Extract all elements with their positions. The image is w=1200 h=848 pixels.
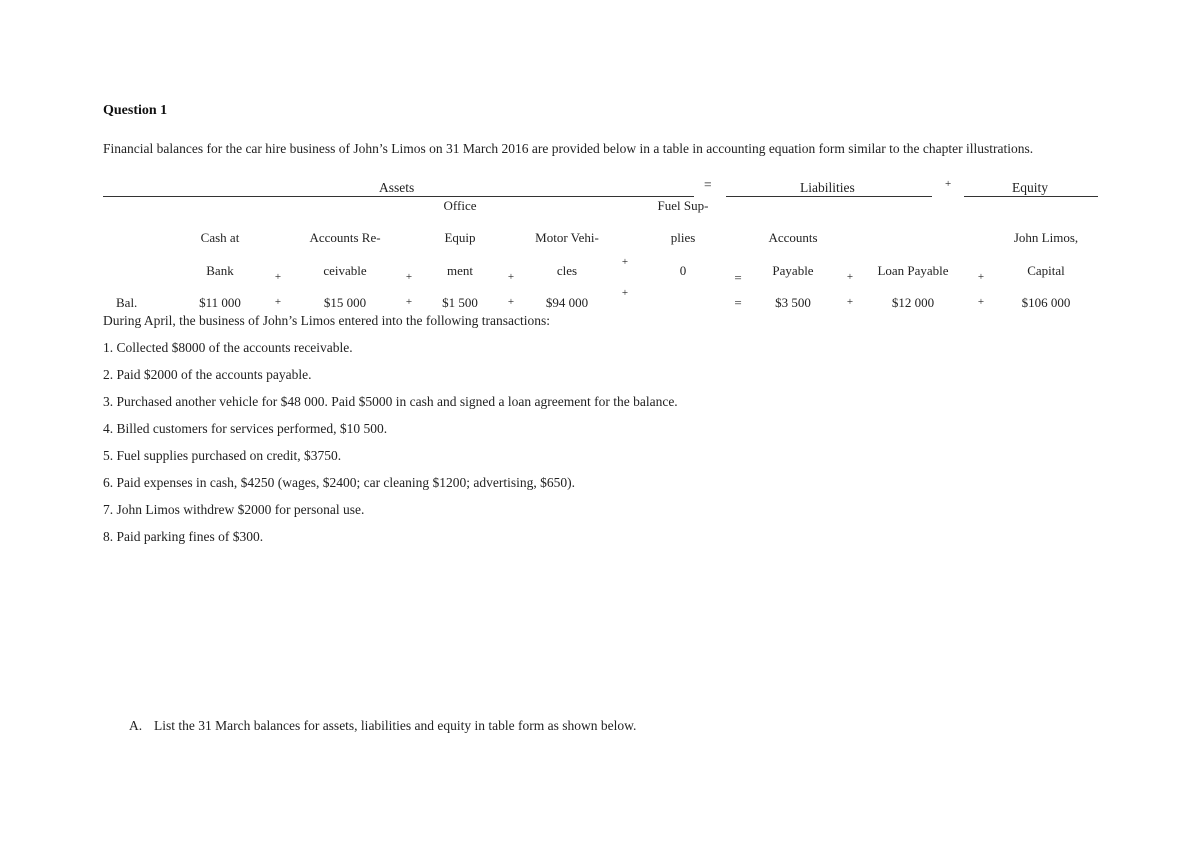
transaction-item: 8. Paid parking fines of $300. <box>103 529 264 544</box>
header-plus-2: + <box>405 271 413 283</box>
balance-plus-5: + <box>846 296 854 308</box>
equals-sign: = <box>704 177 712 192</box>
capital-header-2: Capital <box>1027 263 1065 278</box>
header-plus-1: + <box>274 271 282 283</box>
balance-equals: = <box>734 295 742 310</box>
balance-loan: $12 000 <box>891 295 935 310</box>
transaction-item: 5. Fuel supplies purchased on credit, $3750. <box>103 448 342 463</box>
question-title: Question 1 <box>103 103 168 118</box>
motor-header-2: cles <box>556 263 578 278</box>
receivables-header-2: ceivable <box>323 263 367 278</box>
header-equals: = <box>734 270 742 285</box>
task-a-marker: A. <box>129 718 143 733</box>
receivables-header-1: Accounts Re- <box>309 230 381 245</box>
fuel-opening-value: 0 <box>679 263 687 278</box>
assets-heading: Assets <box>379 180 415 195</box>
balance-plus-3: + <box>507 296 515 308</box>
transaction-item: 6. Paid expenses in cash, $4250 (wages, $2400; car cleaning $1200; advertising, $650). <box>103 475 576 490</box>
balance-label: Bal. <box>116 295 138 310</box>
balance-capital: $106 000 <box>1021 295 1071 310</box>
transaction-item: 3. Purchased another vehicle for $48 000. Paid $5000 in cash and signed a loan agreement for the balance. <box>103 394 678 409</box>
transaction-item: 1. Collected $8000 of the accounts receivable. <box>103 340 353 355</box>
intro-paragraph: Financial balances for the car hire business of John’s Limos on 31 March 2016 are provided below in a table in accounting equation form similar to the chapter illustrations. <box>103 141 1034 156</box>
header-plus-4: + <box>621 256 629 268</box>
header-plus-5: + <box>846 271 854 283</box>
balance-plus-2: + <box>405 296 413 308</box>
transaction-item: 4. Billed customers for services performed, $10 500. <box>103 421 388 436</box>
plus-sign: + <box>945 178 952 190</box>
transaction-item: 2. Paid $2000 of the accounts payable. <box>103 367 312 382</box>
header-plus-3: + <box>507 271 515 283</box>
fuel-header-1: Fuel Sup- <box>657 198 709 213</box>
balance-plus-6: + <box>977 296 985 308</box>
equity-rule <box>964 196 1098 197</box>
equity-heading: Equity <box>1012 180 1048 195</box>
liabilities-heading: Liabilities <box>800 180 855 195</box>
transaction-item: 7. John Limos withdrew $2000 for personal use. <box>103 502 365 517</box>
assets-rule <box>103 196 694 197</box>
balance-office: $1 500 <box>442 295 478 310</box>
office-header-1: Office <box>443 198 477 213</box>
task-a-text: List the 31 March balances for assets, liabilities and equity in table form as shown below. <box>154 718 637 733</box>
balance-motor: $94 000 <box>545 295 589 310</box>
payable-header-2: Payable <box>772 263 814 278</box>
balance-plus-1: + <box>274 296 282 308</box>
balance-cash: $11 000 <box>199 295 241 310</box>
payable-header-1: Accounts <box>768 230 818 245</box>
balance-plus-4: + <box>621 287 629 299</box>
balance-receivables: $15 000 <box>323 295 367 310</box>
liabilities-rule <box>726 196 932 197</box>
header-plus-6: + <box>977 271 985 283</box>
office-header-3: ment <box>447 263 473 278</box>
transactions-intro: During April, the business of John’s Limos entered into the following transactions: <box>103 313 550 328</box>
cash-header-2: Bank <box>206 263 234 278</box>
capital-header-1: John Limos, <box>1013 230 1079 245</box>
cash-header-1: Cash at <box>200 230 240 245</box>
balance-payable: $3 500 <box>775 295 811 310</box>
fuel-header-2: plies <box>670 230 696 245</box>
loan-header: Loan Payable <box>877 263 949 278</box>
office-header-2: Equip <box>444 230 476 245</box>
motor-header-1: Motor Vehi- <box>535 230 599 245</box>
